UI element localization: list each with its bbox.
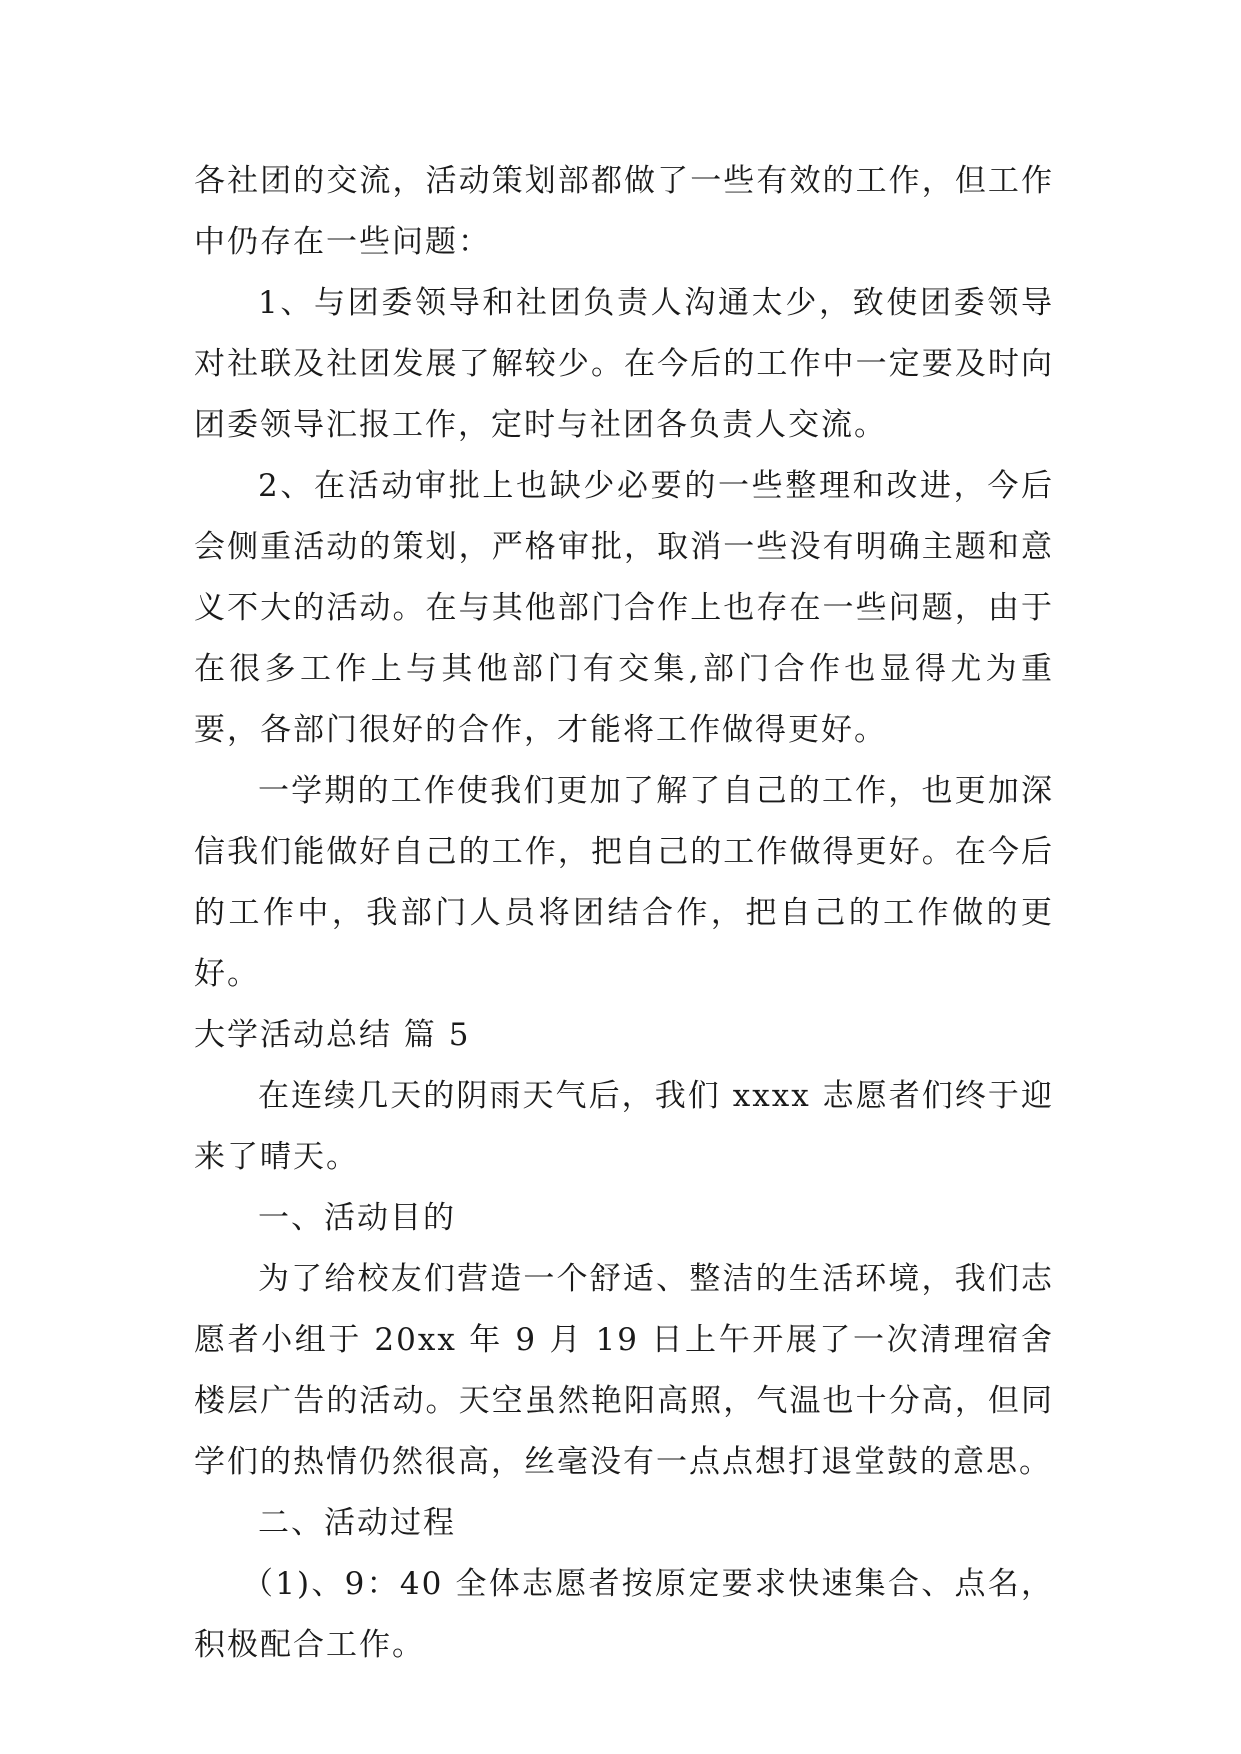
- paragraph-opening: 在连续几天的阴雨天气后，我们 xxxx 志愿者们终于迎来了晴天。: [194, 1078, 1054, 1175]
- document-page: [194, 151, 1054, 1676]
- paragraph-intro: 各社团的交流，活动策划部都做了一些有效的工作，但工作中仍存在一些问题：: [194, 163, 1054, 260]
- subheading-process: 二、活动过程: [258, 1505, 456, 1541]
- paragraph-issue-2: 2、在活动审批上也缺少必要的一些整理和改进，今后会侧重活动的策划，严格审批，取消一些没有明确主题和意义不大的活动。在与其他部门合作上也存在一些问题，由于在很多工作上与其他部门有交集,部门合作也显得尤为重要，各部门很好的合作，才能将工作做得更好。: [194, 468, 1054, 748]
- paragraph-issue-1: 1、与团委领导和社团负责人沟通太少，致使团委领导对社联及社团发展了解较少。在今后的工作中一定要及时向团委领导汇报工作，定时与社团各负责人交流。: [194, 285, 1054, 443]
- subheading-purpose: 一、活动目的: [258, 1200, 456, 1236]
- section-heading: 大学活动总结 篇 5: [194, 1017, 471, 1053]
- paragraph-conclusion: 一学期的工作使我们更加了解了自己的工作，也更加深信我们能做好自己的工作，把自己的工作做得更好。在今后的工作中，我部门人员将团结合作，把自己的工作做的更好。: [194, 773, 1054, 992]
- paragraph-purpose: 为了给校友们营造一个舒适、整洁的生活环境，我们志愿者小组于 20xx 年 9 月 19 日上午开展了一次清理宿舍楼层广告的活动。天空虽然艳阳高照，气温也十分高，但同学们的热情仍然很高，丝毫没有一点点想打退堂鼓的意思。: [194, 1261, 1054, 1480]
- paragraph-process-1: （1)、9：40 全体志愿者按原定要求快速集合、点名，积极配合工作。: [194, 1566, 1054, 1663]
